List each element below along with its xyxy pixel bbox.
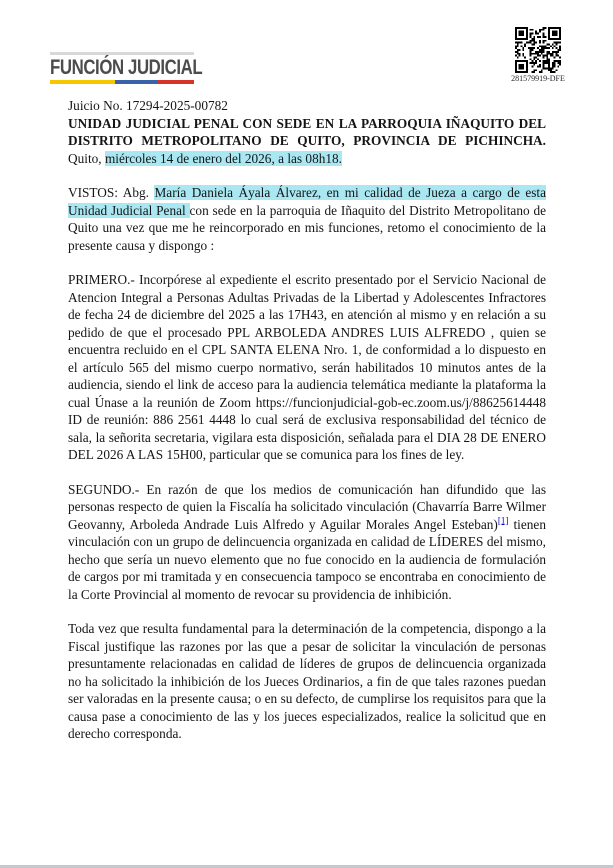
logo-tricolor-bar: [50, 80, 194, 84]
primero-text-after-url: ID de reunión: 886 2561 4448 lo cual será de exclusiva responsabilidad del técnico de sala, la señorita secretaria, vigilara esta disposición, señalada para el DIA 28 DE ENERO DEL 2026 A LAS 15H00, particular que se comunica para los fines de ley.: [68, 412, 546, 462]
logo-top-gray-bar: [50, 52, 194, 55]
logo-title: FUNCIÓN JUDICIAL: [50, 56, 203, 79]
footnote-ref-link[interactable]: [1]: [497, 515, 509, 526]
toda-vez-paragraph: Toda vez que resulta fundamental para la determinación de la competencia, dispongo a la Fiscal justifique las razones por las que a pesar de solicitar la vinculación de personas presuntamente relacionadas en calidad de líderes de grupos de delincuencia organizada no ha solicitado la inhibición de los Jueces Ordinarios, a fin de que tales razones puedan ser valoradas en la presente causa; o en su defecto, de cumplirse los requisitos para que la causa pase a conocimiento de las y los jueces especializados, realice la solicitud que en derecho corresponda.: [68, 621, 546, 741]
qr-block: [509, 27, 567, 83]
segundo-paragraph: [68, 481, 546, 604]
hearing-datetime-highlight: miércoles 14 de enero del 2026, a las 08h18.: [104, 150, 342, 166]
logo-bar-blue: [115, 80, 158, 84]
vistos-paragraph: [68, 184, 546, 254]
logo-bar-red: [158, 80, 194, 84]
qr-code-label: 281579919-DFE: [511, 74, 565, 83]
court-heading-bold: UNIDAD JUDICIAL PENAL CON SEDE EN LA PARROQUIA IÑAQUITO DEL DISTRITO METROPOLITANO DE QUITO, PROVINCIA DE PICHINCHA.: [68, 115, 546, 148]
case-number-line: Juicio No. 17294-2025-00782: [68, 98, 228, 113]
vistos-text: con sede en la parroquia de Iñaquito del Distrito Metropolitano de Quito una vez que me he reincorporado en mis funciones, retomo el conocimiento de la presente causa y dispongo :: [68, 202, 546, 253]
primero-text-before-url: PRIMERO.- Incorpórese al expediente el escrito presentado por el Servicio Nacional de Atencion Integral a Personas Adultas Privadas de la Libertad y Adolescentes Infractores de fecha 24 de diciembre del 2025 a las 17H43, en atención al mismo y en relación a su pedido de que el procesado PPL ARBOLEDA ANDRES LUIS ALFREDO , quien se encuentra recluido en el CPL SANTA ELENA Nro. 1, de conformidad a lo dispuesto en el artículo 565 del mismo cuerpo normativo, serán habilitados 10 minutos antes de la audiencia, siendo el link de acceso para la audiencia telemática mediante la plataforma la cual Únase a la reunión de Zoom: [68, 272, 546, 410]
judge-name-highlight: María Daniela Áyala Álvarez, en mi calidad de Jueza a cargo de esta Unidad Judicial Penal: [68, 185, 547, 218]
court-heading: [68, 115, 546, 168]
zoom-meeting-url: https://funcionjudicial-gob-ec.zoom.us/j/88625614448: [255, 394, 546, 410]
segundo-text-before-ref: SEGUNDO.- En razón de que los medios de comunicación han difundido que las personas respecto de quien la Fiscalía ha solicitado vinculación (Chavarría Barre Wilmer Geovanny, Arboleda Andrade Luis Alfredo y Aguilar Morales Angel Esteban): [68, 481, 546, 532]
court-heading-city: Quito,: [68, 150, 105, 166]
primero-paragraph: [68, 271, 546, 464]
segundo-text-after-ref: tienen vinculación con un grupo de delincuencia organizada en calidad de LÍDERES del mismo, hecho que sería un nuevo elemento que no fue conocido en la audiencia de formulación de cargos por mi tramitada y en consecuencia tampoco se encontraba en conocimiento de la Corte Provincial al momento de revocar su providencia de inhibición.: [68, 516, 546, 602]
logo-bar-yellow: [50, 80, 115, 84]
vistos-prefix: VISTOS: Abg.: [68, 185, 155, 200]
funcion-judicial-logo: [50, 52, 203, 84]
document-body: [68, 97, 546, 760]
qr-code-icon: [515, 27, 561, 73]
